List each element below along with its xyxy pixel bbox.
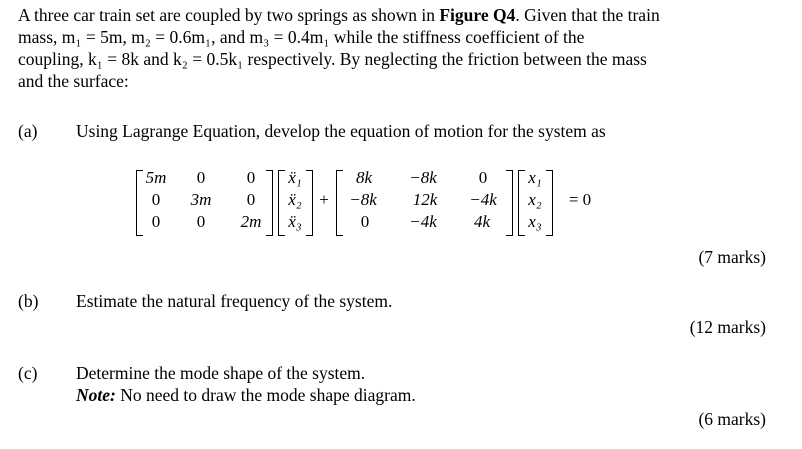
stiffness-matrix-cell: 8k [355,168,373,187]
disp-vector-cell: x₂ [528,190,542,209]
disp-vector-cell: x₁ [528,168,542,187]
part-b-text: Estimate the natural frequency of the system. [76,291,393,311]
stiffness-matrix-cell: 0 [478,168,488,187]
mass-matrix-cell: 0 [151,190,161,209]
mass-matrix-cell: 0 [246,168,256,187]
mass-matrix-cell: 0 [196,212,206,231]
intro-line-1 [18,4,778,26]
mass-matrix-cell: 3m [190,190,212,209]
note-text: No need to draw the mode shape diagram. [115,385,416,405]
stiffness-matrix-cell: −8k [409,168,437,187]
intro-line-1-text: A three car train set are coupled by two springs as shown in [18,5,440,25]
stiffness-matrix-cell: 12k [412,190,438,209]
part-a-text: Using Lagrange Equation, develop the equation of motion for the system as [76,121,606,141]
intro-line-1-end: . Given that the train [515,5,660,25]
part-c-text: Determine the mode shape of the system. [76,363,366,383]
stiffness-matrix-cell: 4k [473,212,491,231]
intro-line-3: coupling, k₁ = 8k and k₂ = 0.5k₁ respectively. By neglecting the friction between the mass [18,49,647,69]
intro-line-4: and the surface: [18,71,129,91]
mass-matrix-cell: 0 [151,212,161,231]
mass-matrix-cell: 2m [240,212,262,231]
note-label: Note: [76,385,116,405]
mass-matrix-right-bracket [266,170,273,236]
accel-vector-cell: ẍ₃ [288,212,302,231]
stiffness-matrix-cell: −8k [349,190,377,209]
disp-vector-cell: x₃ [528,212,542,231]
part-c-marks: (6 marks) [698,409,766,429]
part-a-label: (a) [18,121,38,141]
plus-sign: + [319,190,329,209]
stiffness-matrix-cell: 0 [360,212,370,231]
equation-rhs: = 0 [568,190,592,209]
figure-reference: Figure Q4 [439,5,516,25]
mass-matrix-cell: 5m [145,168,167,187]
part-c-label: (c) [18,363,38,383]
part-c-note [76,385,416,406]
part-a-marks: (7 marks) [698,247,766,267]
question-intro [18,4,778,92]
stiffness-matrix-right-bracket [506,170,513,236]
mass-matrix-cell: 0 [246,190,256,209]
accel-vector-cell: ẍ₁ [288,168,302,187]
disp-vector-right-bracket [546,170,553,236]
part-b-marks: (12 marks) [689,317,766,337]
stiffness-matrix-cell: −4k [409,212,437,231]
mass-matrix-cell: 0 [196,168,206,187]
accel-vector-cell: ẍ₂ [288,190,302,209]
intro-line-2: mass, m₁ = 5m, m₂ = 0.6m₁, and m₃ = 0.4m₁ while the stiffness coefficient of the [18,27,585,47]
accel-vector-right-bracket [306,170,313,236]
stiffness-matrix-cell: −4k [469,190,497,209]
part-b-label: (b) [18,291,39,311]
